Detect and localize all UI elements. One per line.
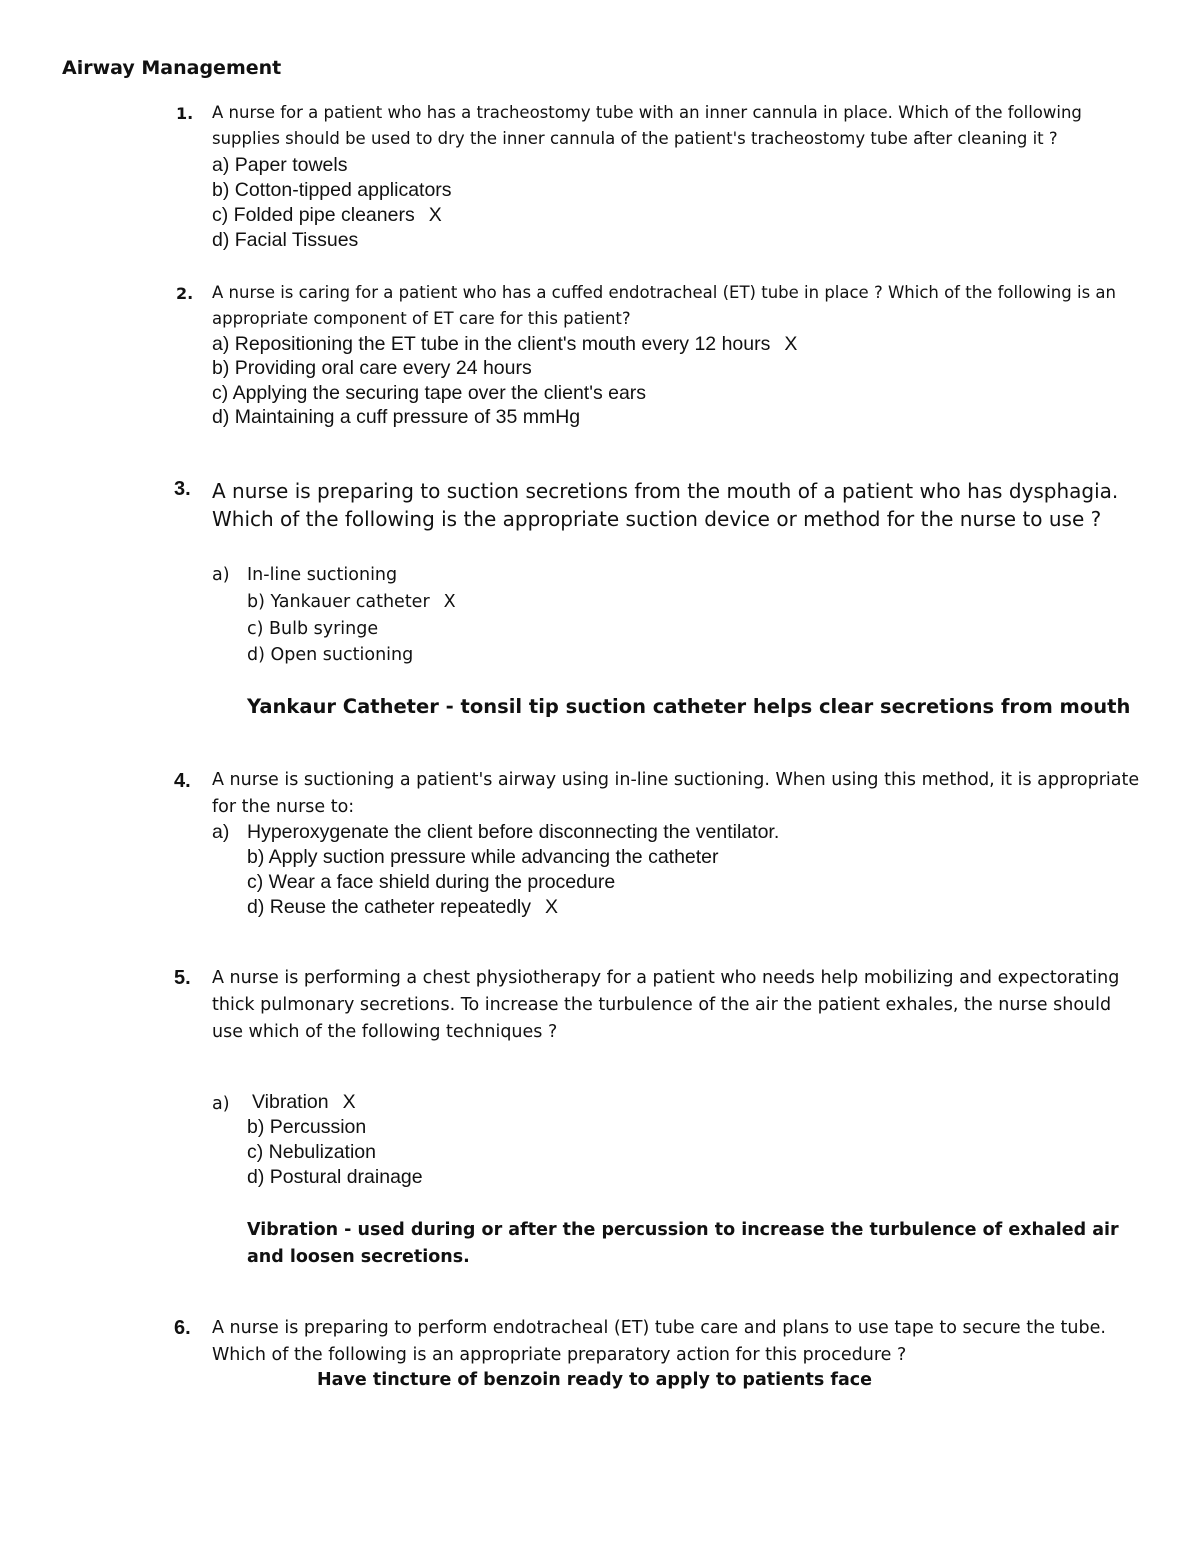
question-text: A nurse is performing a chest physiotherapy for a patient who needs help mobilizing and expectorating thick pulmonary secretions. To increase the turbulence of the air the patient exhales, the nurse should use which of the following techniques ? <box>212 968 1120 1042</box>
option-a <box>212 332 797 357</box>
option-b <box>247 589 456 615</box>
explanation-note: Yankaur Catheter - tonsil tip suction catheter helps clear secretions from mouth <box>247 695 1131 718</box>
option-a <box>252 1090 356 1115</box>
option-text: a) Repositioning the ET tube in the client's mouth every 12 hours <box>212 333 771 355</box>
option-text: c) Folded pipe cleaners <box>212 204 415 226</box>
question-number: 5. <box>174 967 191 989</box>
option-a-letter: a) <box>212 565 230 585</box>
option-text: Vibration <box>252 1091 329 1113</box>
question-text: A nurse is caring for a patient who has a cuffed endotracheal (ET) tube in place ? Which of the following is an appropriate component of ET care for this patient? <box>212 283 1116 328</box>
option-a: Hyperoxygenate the client before disconnecting the ventilator. <box>247 821 780 843</box>
option-b: b) Cotton-tipped applicators <box>212 179 452 201</box>
option-d: d) Maintaining a cuff pressure of 35 mmHg <box>212 406 581 428</box>
question-text: A nurse is suctioning a patient's airway using in-line suctioning. When using this method, it is appropriate for the nurse to: <box>212 770 1140 817</box>
answer-mark: X <box>428 204 442 226</box>
question-number: 4. <box>174 770 191 792</box>
answer-mark: X <box>342 1091 356 1113</box>
answer-mark: X <box>784 333 798 355</box>
answer-text: Have tincture of benzoin ready to apply to patients face <box>317 1370 873 1390</box>
question-number: 2. <box>176 284 194 303</box>
option-b: b) Providing oral care every 24 hours <box>212 357 532 379</box>
option-text: b) Yankauer catheter <box>247 592 430 612</box>
page-title: Airway Management <box>62 57 282 79</box>
option-text: d) Reuse the catheter repeatedly <box>247 896 532 918</box>
question-text: A nurse is preparing to perform endotracheal (ET) tube care and plans to use tape to secure the tube. Which of the following is an appropriate preparatory action for this procedure ? <box>212 1318 1106 1365</box>
option-a: a) Paper towels <box>212 154 348 176</box>
option-a-letter: a) <box>212 821 230 843</box>
answer-mark: X <box>443 592 456 612</box>
option-c: c) Applying the securing tape over the client's ears <box>212 382 647 404</box>
question-text: A nurse for a patient who has a tracheostomy tube with an inner cannula in place. Which of the following supplies should be used to dry the inner cannula of the patient's tracheostomy tube after cleaning it ? <box>212 103 1082 148</box>
option-d <box>247 895 558 920</box>
option-d: d) Facial Tissues <box>212 229 359 251</box>
option-a-letter: a) <box>212 1094 230 1114</box>
question-text: A nurse is preparing to suction secretions from the mouth of a patient who has dysphagia. Which of the following is the appropriate suction device or method for the nurse to use ? <box>212 479 1119 531</box>
option-b: b) Percussion <box>247 1116 367 1138</box>
answer-mark: X <box>545 896 559 918</box>
option-c <box>212 203 442 228</box>
question-number: 3. <box>174 478 191 500</box>
option-d: d) Open suctioning <box>247 645 414 665</box>
option-d: d) Postural drainage <box>247 1166 423 1188</box>
option-c: c) Nebulization <box>247 1141 376 1163</box>
question-number: 6. <box>174 1317 191 1339</box>
option-c: c) Bulb syringe <box>247 619 379 639</box>
option-c: c) Wear a face shield during the procedure <box>247 871 616 893</box>
explanation-note: Vibration - used during or after the percussion to increase the turbulence of exhaled air and loosen secretions. <box>247 1220 1119 1267</box>
option-b: b) Apply suction pressure while advancing the catheter <box>247 846 719 868</box>
question-number: 1. <box>176 104 194 123</box>
option-a: In-line suctioning <box>247 565 398 585</box>
